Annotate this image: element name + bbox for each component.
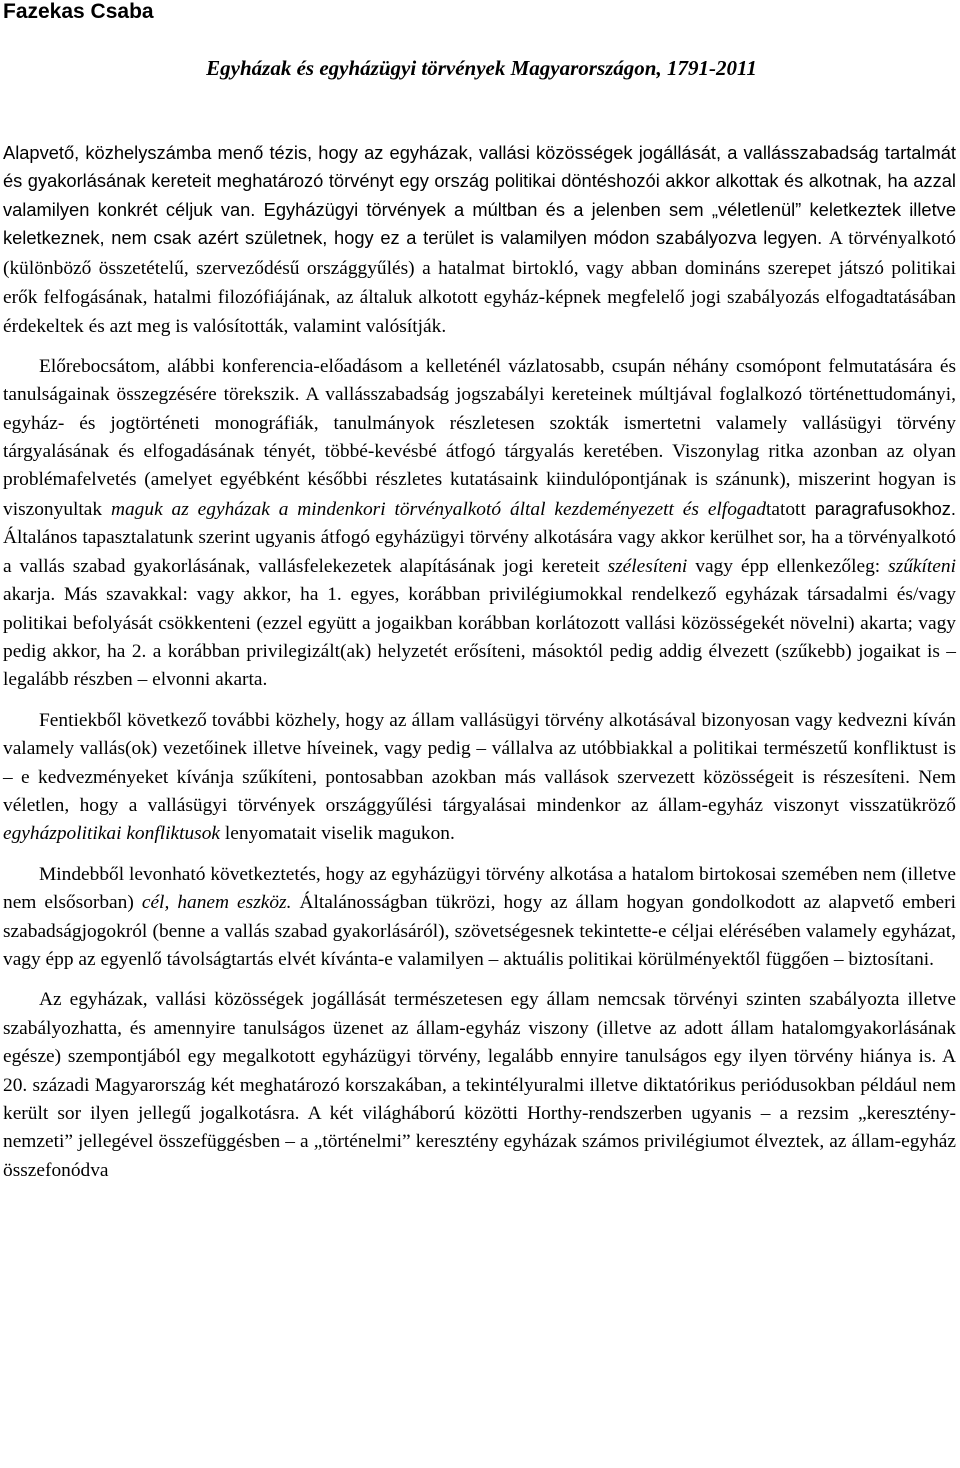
author-name: Fazekas Csaba xyxy=(3,0,154,23)
paragraph-2-italic-narrow: szűkíteni xyxy=(888,555,956,577)
paragraph-5-text: Az egyházak, vallási közösségek jogállását természetesen egy állam nemcsak törvényi szinten szabályozta illetve szabályozhatta, és amennyire tanulságos üzenet az állam-egyház viszony (illetve az adott állam hatalomgyakorlásának egésze) szempontjából egy megalkotott egyházügyi törvény, legalább ennyire tanulságos egy ilyen törvény hiánya is. A 20. századi Magyarország két meghatározó korszakában, a tekintélyuralmi illetve diktatórikus periódusokban például nem került sor ilyen jellegű jogalkotásra. A két világháború közötti Horthy-rendszerben ugyanis – a rezsim „keresztény-nemzeti” jellegével összefüggésben – a „történelmi” keresztény egyházak számos privilégiumot élveztek, az állam-egyház összefonódva xyxy=(3,989,956,1181)
paragraph-1-part-a: Alapvető, közhelyszámba menő tézis, hogy az egyházak, vallási közösségek jogállását, a vallásszabadság tartalmát és gyakorlásának kereteit meghatározó törvényt egy ország politikai döntéshozói akkor alkottak és alkotnak, ha azzal valamilyen konkrét céljuk van. xyxy=(3,142,956,220)
paragraph-2-part-g: vagy épp ellenkezőleg: xyxy=(695,555,881,577)
paragraph-2-part-a: Előrebocsátom, alábbi konferencia-előadásom a kelleténél vázlatosabb, csupán néhány csomópont felmutatására és tanulságainak összegzésére törekszik. A vallásszabadság jogszabályi kereteinek múltjával foglalkozó történettudományi, egyház- és jogtörténeti monográfiák, tanulmányok részletesen szokták ismertetni valamely vallásügyi törvény tárgyalásának és elfogadásának tényét, többé-kevésbé átfogó tárgyalás keretében. Viszonylag ritka azonban az olyan problémafelvetés (amelyet egyébként későbbi részletes kutatásaink kiindulópontjának is szánunk), miszerint hogyan is viszonyultak xyxy=(3,355,956,520)
paragraph-3-part-a: Fentiekből következő további közhely, hogy az állam vallásügyi törvény alkotásával bizonyosan vagy kedvezni kíván valamely vallás(ok) vezetőinek illetve híveinek, vagy pedig – vállalva az utóbbiakkal a politikai természetű konfliktust is – e kedvezményeket kívánja szűkíteni, pontosabban azokban más vallások szervezett közösségeit is részesíteni. Nem véletlen, hogy a vallásügyi törvények országgyűlési tárgyalásai mindenkor az állam-egyház viszonyt visszatükröző xyxy=(3,709,956,816)
paragraph-1-part-b: Egyházügyi törvények a múltban és a jelenben sem „véletlenül” keletkeztek illetve keletkeznek, nem csak azért születnek, hogy ez a terület is valamilyen módon szabályozva legyen. xyxy=(3,198,956,249)
paragraph-2-part-d: paragrafusokhoz. xyxy=(814,497,956,519)
paragraph-4-part-c: Általánosságban tükrözi, hogy az állam hogyan gondolkodott az alapvető emberi szabadságjogokról (benne a vallás szabad gyakorlásáról), szövetségesnek tekintette-e céljai elérésében valamely egyházat, vagy épp az egyenlő távolságtartás elvét kívánta-e valamilyen – aktuális politikai körülményektől függően – biztosítani. xyxy=(3,892,956,970)
paragraph-5 xyxy=(3,986,956,1185)
document-title: Egyházak és egyházügyi törvények Magyarországon, 1791-2011 xyxy=(206,56,757,80)
paragraph-1 xyxy=(3,139,956,342)
paragraph-2-part-i: akarja. Más szavakkal: vagy akkor, ha 1. egyes, korábban privilégiumokkal rendelkező egyházak társadalmi és/vagy politikai befolyását csökkenteni (ezzel együtt a jogaikban korábban korlátozott vallási közösségekét növelni) akarta; vagy pedig akkor, ha 2. a korábban privilegizált(ak) helyzetét erősíteni, másoktól pedig addig élvezett (szűkebb) jogaikat is – legalább részben – elvonni akarta. xyxy=(3,584,956,691)
paragraph-3 xyxy=(3,707,956,849)
paragraph-4-italic-phrase: cél, hanem eszköz. xyxy=(141,892,292,914)
paragraph-2-italic-phrase: maguk az egyházak a mindenkori törvényalkotó által kezdeményezett és elfogad xyxy=(110,498,766,520)
paragraph-2-part-e: Általános tapasztalatunk szerint ugyanis átfogó egyházügyi törvény alkotására vagy akkor kerülhet sor, ha a törvényalkotó a vallás szabad gyakorlásának, vallásfelekezetek alapításának jogi kereteit xyxy=(3,527,956,577)
paragraph-2-part-c: tatott xyxy=(765,498,806,520)
paragraph-2-italic-widen: szélesíteni xyxy=(607,555,688,577)
paragraph-3-part-c: lenyomatait viselik magukon. xyxy=(224,823,455,845)
paragraph-3-italic-phrase: egyházpolitikai konfliktusok xyxy=(3,823,221,845)
document-page xyxy=(3,0,956,1185)
paragraph-4 xyxy=(3,861,956,975)
paragraph-4-part-a: Mindebből levonható következtetés, hogy az egyházügyi törvény alkotása a hatalom birtokosai szemében nem (illetve nem elsősorban) xyxy=(3,863,956,914)
paragraph-2 xyxy=(3,353,956,695)
paragraph-1-part-c: A törvényalkotó (különböző összetételű, szerveződésű országgyűlés) a hatalmat birtokló, vagy abban domináns szerepet játszó politikai erők felfogásának, hatalmi filozófiájának, az általuk alkotott egyház-képnek megfelelő jogi szabályozás elfogadtatásában érdekeltek és azt meg is valósították, valamint valósítják. xyxy=(3,228,956,338)
